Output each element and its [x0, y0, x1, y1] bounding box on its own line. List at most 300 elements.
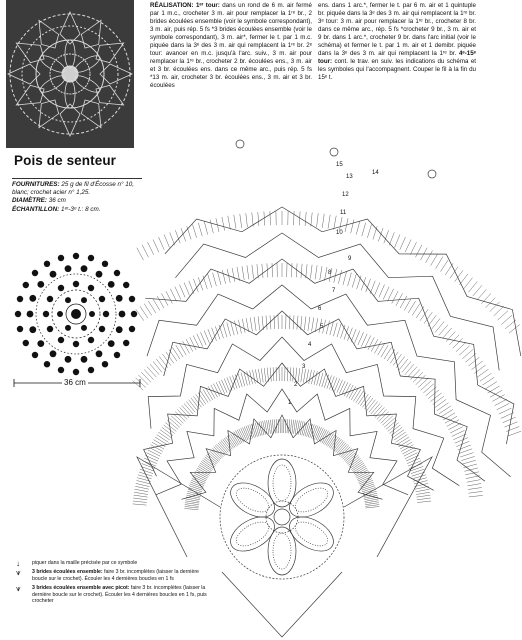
chart-stitch — [467, 484, 481, 486]
chart-stitch — [337, 443, 346, 454]
chart-stitch — [298, 368, 300, 382]
chart-stitch — [210, 220, 213, 234]
chart-stitch — [234, 215, 236, 229]
chart-stitch — [431, 254, 438, 266]
instructions-column-2 — [318, 2, 476, 82]
miniature-doily-diagram — [12, 250, 140, 378]
chart-stitch — [366, 279, 371, 292]
chart-stitch — [393, 354, 401, 365]
chart-stitch — [404, 298, 411, 310]
chart-stitch — [133, 498, 147, 500]
chart-stitch — [218, 443, 227, 454]
mini-diagram-dot — [102, 261, 108, 267]
chart-stitch — [312, 318, 314, 332]
chart-stitch — [499, 408, 512, 414]
echantillon-label: ÉCHANTILLON: — [12, 205, 60, 213]
chart-stitch — [322, 214, 324, 228]
chart-stitch — [204, 331, 209, 344]
chart-stitch — [295, 420, 297, 434]
diametre-text: 36 cm — [48, 197, 66, 205]
chart-stitch — [198, 223, 202, 236]
chart-petal — [284, 476, 340, 524]
chart-stitch — [199, 465, 211, 472]
mini-diagram-dot — [37, 340, 44, 347]
chart-stitch — [193, 224, 197, 237]
chart-stitch — [416, 492, 430, 494]
chart-stitch — [162, 427, 173, 435]
chart-round-outline — [175, 233, 499, 371]
chart-stitch — [417, 495, 431, 497]
chart-stitch — [181, 228, 186, 241]
mini-diagram-dot — [88, 285, 94, 291]
chart-stitch — [502, 315, 513, 324]
chart-stitch — [328, 435, 336, 447]
chart-stitch — [483, 377, 495, 385]
chart-stitch — [389, 232, 394, 245]
chart-stitch — [495, 399, 507, 406]
mini-diagram-dot — [88, 255, 94, 261]
chart-stitch — [274, 315, 275, 329]
chart-round-outline — [148, 337, 459, 486]
chart-stitch — [202, 460, 213, 468]
fournitures-label: FOURNITURES: — [12, 181, 60, 188]
chart-stitch — [407, 458, 420, 464]
chart-stitch — [508, 431, 521, 436]
chart-stitch — [206, 455, 217, 464]
chart-stitch — [366, 507, 380, 509]
chart-stitch — [180, 407, 190, 417]
chart-stitch — [397, 437, 409, 444]
chart-stitch — [317, 213, 319, 227]
instructions-text-3: cont. le trav. en suiv. les indications du schéma et les symboles qui l'accompagnent. Couper le fil à la fin du 15ᵉ t. — [318, 58, 476, 82]
chart-stitch — [381, 345, 388, 357]
chart-stitch — [408, 301, 415, 313]
instructions-text-2: ens. dans 1 arc.*, fermer le t. par 6 m. air et 1 quintuple br. piquée dans la 3ᵉ des 3 m. air qui remplacent la 1ʳᵉ br. 3ᵉ tour: 3 m. air pour remplacer la 1ʳᵉ br., crocheter 8 br. dans ce même arc., rép. 5 fs *crocheter 9 br., 3 m. air et 9 br. dans 1 arc.*, crocheter 9 br. dans l'arc initial (voir le schéma) et fermer le t. par 1 m. air et 1 demibr. piquée dans la 3ᵉ des 3 m. air qui remplacent la 1ʳᵉ br. — [318, 2, 476, 58]
chart-stitch — [250, 318, 252, 332]
chart-stitch — [488, 386, 500, 393]
mini-diagram-dot — [88, 367, 94, 373]
chart-stitch — [184, 283, 189, 296]
chart-round-number: 7 — [332, 288, 336, 294]
chart-stitch — [304, 316, 306, 330]
chart-stitch — [252, 213, 253, 227]
chart-stitch — [320, 266, 322, 280]
chart-stitch — [229, 435, 237, 447]
chart-stitch — [163, 354, 171, 365]
chart-stitch — [351, 220, 354, 234]
chart-stitch — [176, 345, 183, 357]
legend-row-cluster — [12, 569, 212, 582]
chart-stitch — [267, 368, 268, 382]
chart-stitch — [159, 237, 165, 250]
chart-stitch — [189, 281, 194, 294]
chart-round-number: 1 — [288, 400, 292, 406]
chart-stitch — [153, 362, 162, 373]
chart-stitch — [148, 301, 155, 313]
mini-diagram-dot — [23, 282, 29, 288]
chart-center-ring — [274, 509, 290, 525]
chart-stitch — [160, 430, 171, 438]
chart-stitch — [382, 416, 392, 425]
chart-stitch — [371, 404, 380, 415]
chart-stitch — [358, 332, 364, 345]
mini-diagram-dot — [114, 270, 120, 276]
chart-round-number: 10 — [336, 230, 343, 236]
chart-stitch — [394, 432, 406, 440]
chart-stitch — [136, 378, 146, 388]
chart-stitch — [214, 447, 224, 457]
chart-stitch — [200, 463, 212, 471]
chart-stitch — [346, 454, 357, 463]
chart-stitch — [351, 462, 363, 470]
chart-stitch — [469, 495, 483, 497]
chart-stitch — [302, 422, 305, 436]
chart-stitch — [310, 265, 312, 279]
mini-diagram-dot — [114, 352, 120, 358]
chart-stitch — [242, 319, 245, 333]
chart-stitch — [362, 486, 375, 491]
chart-stitch — [405, 240, 411, 253]
chart-stitch — [426, 251, 433, 263]
legend-text-cluster-picot: faire 3 br. incomplètes (laisser la dernière boucle sur le crochet). Écouler les 4 dernières boucles en 1 fs, puis crocheter — [32, 585, 207, 605]
chart-stitch — [391, 427, 402, 435]
chart-round-number: 14 — [372, 170, 379, 176]
chart-stitch — [191, 398, 200, 409]
chart-stitch — [373, 405, 382, 415]
mini-diagram-dot — [65, 356, 72, 363]
mini-diagram-dot — [44, 261, 50, 267]
chart-petal — [225, 510, 281, 558]
chart-stitch — [297, 316, 298, 330]
chart-stitch — [410, 242, 416, 255]
chart-stitch — [211, 450, 221, 460]
chart-stitch — [137, 481, 151, 484]
chart-stitch — [294, 420, 296, 434]
chart-petal-inner — [291, 517, 331, 551]
chart-stitch — [334, 216, 337, 230]
chart-stitch — [468, 282, 477, 293]
legend-text-cluster: faire 3 br. incomplètes (laisser la dernière boucle sur le crochet). Écouler les 4 dernières boucles en 1 fs — [32, 569, 199, 582]
chart-stitch — [468, 488, 482, 490]
chart-stitch — [272, 263, 273, 277]
chart-stitch — [309, 370, 312, 384]
chart-stitch — [361, 277, 366, 290]
chart-stitch — [134, 492, 148, 494]
mini-diagram-dot — [81, 356, 88, 363]
cluster-picot-icon: ⩛ — [16, 584, 21, 594]
chart-stitch — [375, 283, 380, 296]
chart-stitch — [255, 423, 259, 437]
chart-stitch — [185, 505, 199, 507]
chart-stitch — [185, 503, 199, 505]
mini-diagram-dot — [108, 281, 115, 288]
chart-stitch — [137, 248, 144, 260]
chart-stitch — [148, 450, 161, 456]
chart-stitch — [306, 264, 307, 278]
chart-stitch — [203, 389, 210, 401]
chart-stitch — [403, 447, 415, 454]
chart-stitch — [153, 240, 159, 253]
chart-petal-inner — [273, 533, 291, 569]
mini-diagram-dot — [65, 297, 71, 303]
chart-stitch — [247, 265, 249, 279]
chart-stitch — [211, 385, 218, 397]
symbol-legend — [12, 560, 212, 607]
mini-diagram-dot — [47, 326, 53, 332]
chart-stitch — [392, 291, 398, 303]
chart-stitch — [300, 421, 303, 435]
chart-stitch — [400, 237, 406, 250]
chart-stitch — [347, 455, 358, 464]
chart-petal-inner — [273, 465, 291, 501]
chart-stitch — [354, 331, 359, 344]
chart-stitch — [384, 347, 392, 359]
chart-stitch — [292, 420, 294, 434]
chart-stitch — [497, 404, 510, 410]
chart-stitch — [158, 432, 170, 440]
mini-diagram-dot — [43, 311, 49, 317]
dimension-label: 36 cm — [64, 378, 86, 387]
chart-stitch — [166, 291, 172, 303]
chart-round-number: 3 — [302, 364, 306, 370]
chart-stitch — [261, 368, 263, 382]
chart-stitch — [365, 505, 379, 507]
chart-stitch — [326, 321, 329, 335]
arrow-down-icon: ↓ — [16, 559, 20, 568]
chart-stitch — [367, 400, 376, 411]
chart-stitch — [336, 442, 345, 453]
chart-stitch — [219, 325, 223, 338]
mini-diagram-dot — [58, 255, 64, 261]
mini-diagram-dot — [119, 311, 126, 318]
mini-diagram-dot — [17, 326, 23, 332]
chart-stitch — [194, 279, 199, 292]
chart-stitch — [169, 418, 180, 427]
chart-picot — [236, 140, 244, 148]
chart-stitch — [138, 375, 148, 385]
chart-stitch — [473, 285, 482, 296]
chart-round-number: 11 — [340, 210, 347, 216]
mini-diagram-dot — [65, 325, 71, 331]
chart-stitch — [436, 257, 443, 269]
chart-stitch — [213, 273, 217, 286]
chart-stitch — [402, 362, 411, 373]
chart-bottom-point — [222, 572, 342, 637]
chart-stitch — [503, 417, 516, 423]
chart-stitch — [232, 433, 239, 445]
supplies-diametre — [12, 197, 142, 205]
chart-stitch — [337, 324, 341, 337]
chart-stitch — [379, 285, 385, 298]
chart-stitch — [386, 420, 397, 429]
chart-stitch — [326, 434, 333, 446]
chart-stitch — [142, 464, 155, 469]
chart-petal — [225, 476, 281, 524]
chart-stitch — [164, 235, 169, 248]
chart-stitch — [227, 378, 232, 391]
chart-stitch — [404, 450, 417, 456]
chart-stitch — [267, 420, 269, 434]
chart-stitch — [133, 504, 147, 505]
chart-stitch — [375, 341, 382, 353]
chart-stitch — [388, 423, 399, 432]
mini-diagram-dot — [73, 281, 79, 287]
instructions-text-1: dans un rond de 6 m. air fermé par 1 m.c., crocheter 3 m. air pour remplacer la 1ʳᵉ br., 2 brides écoulées ensemble (voir le symbole correspondant), 3 m. air, puis rép. 5 fs *3 brides écoulées ensemble (voir le symbole correspondant), 3 m. air*, fermer le t. par 1 m.c. piquée dans la 3ᵉ des 3 m. air qui remplacent la 1ʳᵉ br. 2ᵉ tour: avancer en m.c. jusqu'à l'arc. suiv., 3 m. air pour remplacer la 1ʳᵉ br., crocheter 2 br. écoulées ens., 3 m. air et 3 br. écoulées ens. dans ce même arc., puis rép. 5 fs *13 m. air, crocheter 3 br. écoulées ens., 3 m. air et 3 br. écoulées — [150, 2, 312, 90]
chart-stitch — [204, 458, 215, 466]
chart-stitch — [445, 263, 453, 275]
mini-diagram-dot — [73, 253, 79, 259]
chart-stitch — [405, 453, 418, 459]
mini-diagram-dot — [23, 340, 29, 346]
chart-stitch — [428, 390, 439, 399]
chart-stitch — [307, 423, 311, 436]
mini-diagram-dot — [29, 295, 36, 302]
chart-stitch — [144, 304, 152, 316]
chart-stitch — [343, 271, 347, 285]
mini-diagram-dot — [17, 296, 23, 302]
chart-stitch — [224, 379, 229, 392]
chart-stitch — [416, 489, 430, 492]
chart-stitch — [354, 389, 361, 401]
chart-stitch — [362, 223, 366, 236]
chart-stitch — [352, 274, 356, 287]
chart-stitch — [170, 289, 176, 302]
chart-stitch — [270, 211, 271, 225]
supplies-block — [12, 178, 142, 214]
chart-stitch — [184, 404, 193, 415]
chart-stitch — [365, 398, 374, 409]
chart-stitch — [266, 316, 267, 330]
chart-stitch — [441, 409, 453, 416]
chart-stitch — [167, 420, 178, 429]
chart-stitch — [395, 235, 400, 248]
mini-diagram-dot — [116, 326, 123, 333]
chart-stitch — [133, 381, 143, 390]
chart-stitch — [258, 316, 260, 330]
mini-diagram-dot — [81, 265, 88, 272]
chart-stitch — [437, 403, 449, 411]
chart-stitch — [314, 371, 317, 385]
chart-stitch — [328, 215, 330, 229]
chart-stitch — [367, 224, 371, 237]
chart-stitch — [465, 472, 479, 475]
chart-stitch — [184, 509, 198, 510]
chart-stitch — [257, 264, 258, 278]
chart-stitch — [305, 212, 306, 226]
chart-stitch — [505, 320, 516, 329]
chart-stitch — [355, 468, 367, 475]
mini-diagram-center — [71, 309, 81, 319]
mini-diagram-dot — [15, 311, 21, 317]
chart-stitch — [357, 276, 361, 289]
chart-stitch — [467, 480, 481, 483]
chart-stitch — [370, 281, 375, 294]
echantillon-text: 1ᵉʳ-3ᵉ t.: 8 cm. — [60, 205, 101, 213]
chart-stitch — [134, 495, 148, 497]
chart-stitch — [435, 399, 446, 407]
legend-text-insert: piquer dans la maille précisée par ce symbole — [32, 560, 138, 566]
chart-stitch — [462, 460, 475, 464]
chart-stitch — [135, 489, 149, 492]
mini-diagram-dot — [47, 296, 53, 302]
chart-stitch — [145, 455, 158, 461]
chart-stitch — [240, 214, 242, 228]
mini-diagram-dot — [116, 295, 123, 302]
chart-stitch — [469, 491, 483, 493]
chart-stitch — [133, 501, 147, 503]
chart-round-outline — [145, 259, 514, 444]
chart-ring-1 — [266, 501, 298, 533]
chart-stitch — [250, 371, 253, 385]
chart-round-number: 15 — [336, 162, 343, 168]
mini-diagram-dot — [29, 326, 36, 333]
chart-stitch — [344, 384, 350, 396]
chart-round-number: 12 — [342, 192, 349, 198]
chart-stitch — [189, 400, 198, 411]
chart-stitch — [157, 435, 169, 443]
chart-stitch — [242, 266, 244, 280]
chart-stitch — [339, 445, 349, 455]
chart-stitch — [458, 445, 471, 450]
chart-stitch — [193, 396, 201, 407]
chart-stitch — [222, 380, 228, 393]
chart-stitch — [241, 373, 245, 387]
mini-diagram-dot — [73, 341, 79, 347]
chart-stitch — [153, 298, 160, 310]
chart-stitch — [332, 378, 337, 391]
chart-stitch — [215, 445, 225, 455]
chart-round-number: 5 — [320, 324, 324, 330]
chart-stitch — [334, 379, 339, 392]
chart-stitch — [343, 450, 353, 460]
chart-stitch — [383, 287, 389, 300]
chart-stitch — [480, 373, 492, 381]
chart-stitch — [341, 447, 351, 457]
mini-diagram-dot — [99, 326, 105, 332]
chart-stitch — [235, 321, 238, 335]
chart-stitch — [348, 273, 352, 286]
chart-stitch — [338, 270, 341, 284]
chart-stitch — [213, 384, 219, 396]
chart-stitch — [175, 287, 181, 300]
chart-stitch — [208, 329, 213, 342]
chart-stitch — [262, 316, 263, 330]
chart-stitch — [363, 396, 371, 407]
mini-diagram-dot — [96, 350, 103, 357]
chart-stitch — [259, 422, 262, 436]
chart-stitch — [201, 462, 213, 470]
chart-stitch — [439, 406, 451, 414]
mini-diagram-dot — [123, 282, 129, 288]
chart-stitch — [339, 381, 345, 394]
chart-stitch — [356, 391, 364, 403]
mini-diagram-dot — [103, 311, 109, 317]
chart-stitch — [185, 507, 199, 509]
chart-stitch — [219, 442, 228, 453]
chart-stitch — [136, 309, 144, 320]
chart-stitch — [149, 447, 161, 454]
chart-stitch — [292, 263, 293, 277]
chart-stitch — [258, 212, 259, 226]
chart-stitch — [416, 375, 426, 385]
chart-stitch — [393, 430, 404, 438]
chart-stitch — [423, 384, 434, 393]
chart-stitch — [399, 359, 408, 370]
chart-stitch — [369, 402, 378, 413]
chart-stitch — [384, 418, 395, 427]
chart-stitch — [459, 274, 468, 285]
chart-stitch — [417, 501, 431, 503]
